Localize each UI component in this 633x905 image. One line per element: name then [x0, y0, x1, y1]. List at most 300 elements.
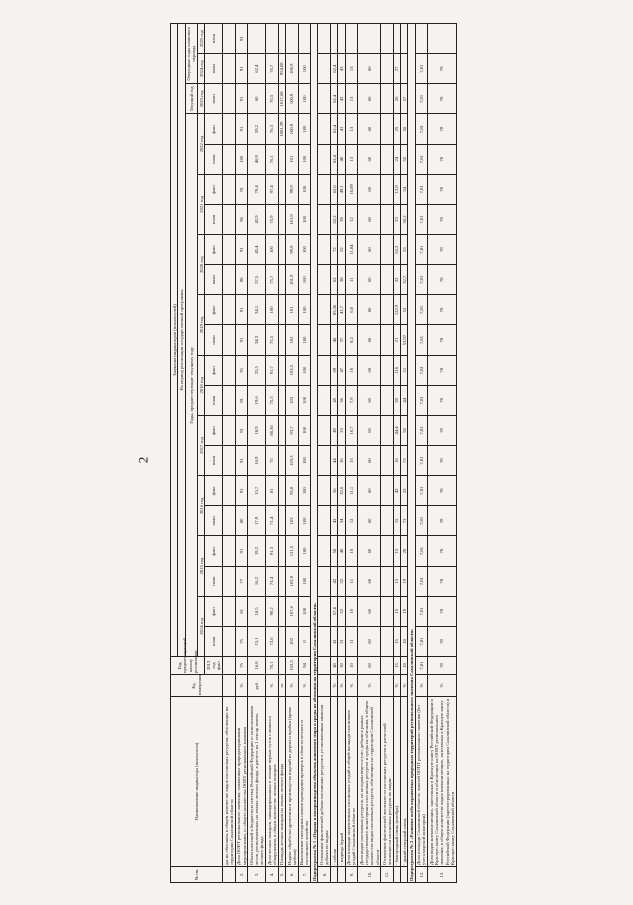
value-cell: 90,2 — [266, 596, 279, 626]
value-cell: 60 — [358, 596, 381, 626]
table-row — [318, 24, 331, 883]
value-cell: 62,4 — [331, 84, 338, 114]
table-row — [401, 24, 408, 883]
value-cell: 72 — [331, 235, 338, 265]
value-cell — [278, 295, 285, 325]
value-cell: 78 — [428, 446, 456, 476]
value-cell — [345, 24, 358, 54]
indicator-name: - медведь бурый — [338, 697, 345, 867]
indicator-name: Доля видов млекопитающих, занесенных в Красную книгу Российской Федерации и Красную книгу Сахалинской области и обитающих на ООПТ регионального значения, в общем количестве видов млекопитающих, занесенных в Красную книгу Российской Федерации (зарегистрированных на территории Сахалинской области) и Красную книгу Сахалинской области — [428, 697, 456, 867]
value-cell: 96 — [235, 204, 248, 234]
value-cell — [381, 24, 394, 54]
value-cell — [318, 536, 331, 566]
value-cell: 57,5 — [248, 265, 266, 295]
value-cell: 44 — [331, 446, 338, 476]
value-cell: 76,1 — [266, 144, 279, 174]
value-cell — [223, 566, 236, 596]
value-cell: 11 — [345, 265, 358, 295]
row-number: 5. — [278, 867, 285, 883]
value-cell: 100 — [298, 114, 311, 144]
value-cell: 7,81 — [415, 114, 428, 144]
value-cell: 91 — [235, 325, 248, 355]
page-number: 2 — [135, 456, 151, 464]
header-num: № пп. — [171, 867, 223, 883]
value-cell: 10 — [345, 657, 358, 675]
header-name: Наименование индикатора (показателя) — [171, 697, 223, 867]
value-cell: 103,5 — [286, 355, 299, 385]
value-cell: 10,89 — [345, 174, 358, 204]
value-cell: 12 — [345, 506, 358, 536]
value-cell: 1081,29 — [278, 114, 285, 144]
value-cell: 11,84 — [345, 235, 358, 265]
unit-cell: % — [266, 675, 279, 697]
value-cell — [223, 174, 236, 204]
value-cell: 70,4 — [248, 174, 266, 204]
value-cell: 60 — [358, 84, 381, 114]
value-cell: 44 — [401, 385, 408, 415]
value-cell — [318, 84, 331, 114]
value-cell: 39 — [338, 204, 345, 234]
value-cell: 56 — [331, 476, 338, 506]
value-cell: 78 — [428, 144, 456, 174]
value-cell: 57 — [401, 84, 408, 114]
value-cell: 80 — [235, 506, 248, 536]
header-unit: Ед. измерения — [171, 675, 223, 697]
value-cell — [318, 415, 331, 445]
value-cell — [318, 325, 331, 355]
value-cell: 15 — [393, 566, 400, 596]
value-cell: 19 — [401, 596, 408, 626]
value-cell — [381, 415, 394, 445]
value-cell: 8,2 — [345, 325, 358, 355]
table-row — [393, 24, 400, 883]
value-cell — [338, 24, 345, 54]
value-cell — [223, 536, 236, 566]
value-cell: 100 — [298, 536, 311, 566]
indicator-name: - благородный олень (изюбрь) — [393, 697, 400, 867]
value-cell: 7,81 — [415, 235, 428, 265]
value-cell: 31 — [338, 626, 345, 656]
unit-cell — [318, 675, 331, 697]
value-cell: 47 — [338, 355, 345, 385]
header-fact: факт — [205, 174, 223, 204]
value-cell — [223, 355, 236, 385]
table-row — [286, 24, 299, 883]
value-cell: 60 — [358, 657, 381, 675]
value-cell — [401, 24, 408, 54]
header-planning: Очередные годы планового периода — [185, 24, 198, 84]
value-cell — [278, 506, 285, 536]
value-cell — [381, 144, 394, 174]
value-cell: 116 — [393, 355, 400, 385]
indicator-name: Отношение фактической численности охотничьих ресурсов к расчетной численности охотничьих ресурсов по видам: — [381, 697, 394, 867]
unit-cell: % — [345, 675, 358, 697]
value-cell: 60 — [358, 54, 381, 84]
value-cell: 34,3 — [248, 325, 266, 355]
value-cell: 17,9 — [248, 506, 266, 536]
value-cell: 42,9 — [248, 204, 266, 234]
value-cell — [318, 204, 331, 234]
row-number: 6. — [286, 867, 299, 883]
value-cell: 42 — [338, 84, 345, 114]
value-cell: 10,7 — [345, 415, 358, 445]
value-cell — [278, 415, 285, 445]
value-cell — [393, 24, 400, 54]
value-cell — [278, 536, 285, 566]
table-row — [235, 24, 248, 883]
value-cell: 91,7 — [266, 355, 279, 385]
value-cell: 60 — [358, 566, 381, 596]
value-cell: 107,6 — [286, 596, 299, 626]
value-cell: 11,1 — [345, 476, 358, 506]
value-cell: 100 — [298, 355, 311, 385]
value-cell: 100 — [266, 235, 279, 265]
value-cell — [223, 626, 236, 656]
value-cell: 11 — [345, 626, 358, 656]
value-cell: 50 — [401, 415, 408, 445]
table-row — [428, 24, 456, 883]
header-plan: план — [205, 626, 223, 656]
header-plan: план — [205, 144, 223, 174]
value-cell: 103,3 — [286, 657, 299, 675]
value-cell: 71,4 — [266, 506, 279, 536]
value-cell: 7,81 — [415, 54, 428, 84]
value-cell — [381, 506, 394, 536]
value-cell — [223, 265, 236, 295]
value-cell: 19 — [401, 566, 408, 596]
header-plan: план — [205, 446, 223, 476]
value-cell: 121,5 — [286, 536, 299, 566]
value-cell — [318, 446, 331, 476]
value-cell: 97,4 — [266, 174, 279, 204]
header-year: 2021 год — [198, 174, 205, 234]
table-row — [381, 24, 394, 883]
value-cell: 62,4 — [331, 54, 338, 84]
header-year-current: 2023 год — [198, 84, 205, 114]
value-cell: 101,9 — [286, 265, 299, 295]
value-cell: 100 — [298, 476, 311, 506]
header-base-fact: 2013 год факт — [205, 657, 223, 675]
value-cell — [223, 325, 236, 355]
row-number: 7. — [298, 867, 311, 883]
value-cell: 54 — [401, 174, 408, 204]
header-plan: план — [205, 204, 223, 234]
header-year-future: 2024 год — [198, 54, 205, 84]
value-cell: 26 — [393, 84, 400, 114]
value-cell — [381, 657, 394, 675]
value-cell — [278, 596, 285, 626]
value-cell: 42 — [331, 566, 338, 596]
value-cell: 40 — [338, 536, 345, 566]
value-cell: 7,81 — [415, 174, 428, 204]
value-cell: 78 — [428, 295, 456, 325]
value-cell: 7,81 — [415, 446, 428, 476]
indicator-name: Доля площади закрепленных охотничьих угодий в общей площади охотничьих угодий Сахалинской области — [345, 697, 358, 867]
value-cell: 49 — [331, 415, 338, 445]
value-cell — [223, 506, 236, 536]
header-prev-years: Годы, предшествующие текущему году — [185, 114, 198, 657]
value-cell — [381, 355, 394, 385]
value-cell: 91 — [235, 24, 248, 54]
value-cell: 75 — [235, 626, 248, 656]
value-cell: 75,3 — [266, 385, 279, 415]
value-cell: 76,7 — [266, 54, 279, 84]
value-cell: 51 — [401, 355, 408, 385]
table-row — [338, 24, 345, 883]
value-cell — [381, 84, 394, 114]
value-cell — [381, 204, 394, 234]
value-cell: 46 — [331, 325, 338, 355]
value-cell: 100 — [298, 566, 311, 596]
value-cell: 103 — [286, 385, 299, 415]
value-cell: 27 — [393, 54, 400, 84]
value-cell — [298, 24, 311, 54]
value-cell: 60 — [358, 174, 381, 204]
value-cell: 13 — [345, 446, 358, 476]
row-number — [223, 867, 236, 883]
value-cell: 60 — [358, 626, 381, 656]
value-cell: 75,9 — [266, 204, 279, 234]
header-year: 2018 год — [198, 355, 205, 415]
value-cell — [331, 24, 338, 54]
value-cell: 91 — [235, 385, 248, 415]
value-cell: 76,5 — [266, 84, 279, 114]
value-cell: 91 — [235, 235, 248, 265]
value-cell — [415, 24, 428, 54]
value-cell: 60 — [358, 415, 381, 445]
value-cell — [223, 385, 236, 415]
value-cell: 100 — [298, 144, 311, 174]
value-cell: 15,1 — [248, 626, 266, 656]
value-cell: 91 — [235, 84, 248, 114]
value-cell: 16,2 — [248, 566, 266, 596]
indicator-name: Индекс обработки древесины и производства изделий из дерева и пробки (кроме мебели) — [286, 697, 299, 867]
value-cell: 18 — [401, 657, 408, 675]
value-cell: 62,4 — [331, 144, 338, 174]
header-fact: факт — [205, 596, 223, 626]
value-cell: 99,9 — [286, 235, 299, 265]
value-cell: 62,4 — [248, 54, 266, 84]
indicator-name: Доля площади Сахалинской области, занятой ООПТ регионального значения (без учета морской акватории) — [415, 697, 428, 867]
value-cell: 60 — [358, 235, 381, 265]
unit-cell: % — [235, 675, 248, 697]
value-cell — [428, 24, 456, 54]
value-cell: 62,4 — [331, 114, 338, 144]
header-year: 2020 год — [198, 235, 205, 295]
indicator-name: Площадь лесных пожаров на землях лесного фонда — [278, 697, 285, 867]
unit-cell: га — [278, 675, 285, 697]
value-cell: 52 — [401, 295, 408, 325]
value-cell: 100,9 — [286, 114, 299, 144]
row-number — [393, 867, 400, 883]
value-cell — [318, 355, 331, 385]
header-plan: план — [205, 506, 223, 536]
unit-cell: % — [358, 675, 381, 697]
value-cell: 62,2 — [393, 235, 400, 265]
indicator-name: Доля видов охотничьих ресурсов, по которым ведется учет добычи в рамках государственного мониторинга охотничьих ресурсов и среды их обитания, в общем количестве видов охотничьих ресурсов, обитающих на территории Сахалинской области — [358, 697, 381, 867]
value-cell: 78 — [428, 84, 456, 114]
value-cell: 10 — [345, 596, 358, 626]
value-cell: 7,81 — [415, 325, 428, 355]
row-number: 2. — [235, 867, 248, 883]
value-cell — [381, 626, 394, 656]
value-cell: 58 — [331, 536, 338, 566]
value-cell: 7,81 — [415, 204, 428, 234]
value-cell — [381, 114, 394, 144]
value-cell: 93,7 — [286, 415, 299, 445]
value-cell: 53,97 — [401, 325, 408, 355]
value-cell: 76,3 — [266, 114, 279, 144]
value-cell — [278, 174, 285, 204]
value-cell: 60 — [358, 325, 381, 355]
value-cell: 32 — [338, 596, 345, 626]
value-cell — [318, 385, 331, 415]
value-cell: 86,36 — [266, 415, 279, 445]
value-cell: 60 — [248, 84, 266, 114]
indicator-name: - соболь — [331, 697, 338, 867]
value-cell — [223, 446, 236, 476]
value-cell: 91 — [235, 114, 248, 144]
value-cell: 60 — [358, 506, 381, 536]
value-cell: 85,36 — [331, 295, 338, 325]
row-number: 9. — [345, 867, 358, 883]
value-cell — [381, 265, 394, 295]
value-cell: 13 — [345, 144, 358, 174]
indicator-name: Доля ООПТ регионального значения, охваченных природоохранными мероприятиями, от общего количества ООПТ регионального значения — [235, 697, 248, 867]
value-cell: 60 — [358, 265, 381, 295]
unit-cell: % — [415, 675, 428, 697]
unit-cell: % — [331, 675, 338, 697]
table-row — [358, 24, 381, 883]
value-cell — [318, 235, 331, 265]
value-cell: 7,81 — [415, 506, 428, 536]
value-cell: 91 — [235, 174, 248, 204]
value-cell — [278, 144, 285, 174]
value-cell — [223, 84, 236, 114]
value-cell: 78 — [428, 566, 456, 596]
value-cell: 100 — [298, 204, 311, 234]
value-cell: 7,81 — [415, 295, 428, 325]
value-cell: 91 — [235, 295, 248, 325]
value-cell: 7,81 — [415, 476, 428, 506]
value-cell — [318, 54, 331, 84]
value-cell: 33 — [338, 415, 345, 445]
value-cell: 78 — [428, 506, 456, 536]
value-cell: 91 — [235, 415, 248, 445]
value-cell: 100 — [298, 54, 311, 84]
value-cell: 18 — [401, 626, 408, 656]
value-cell — [223, 114, 236, 144]
value-cell: 11 — [345, 566, 358, 596]
value-cell — [381, 54, 394, 84]
value-cell: 78 — [428, 596, 456, 626]
value-cell: 57,4 — [331, 596, 338, 626]
unit-cell — [381, 675, 394, 697]
header-fact: факт — [205, 476, 223, 506]
value-cell: 60 — [358, 204, 381, 234]
value-cell: 38 — [338, 265, 345, 295]
value-cell: 100 — [235, 144, 248, 174]
unit-cell: % — [338, 675, 345, 697]
value-cell: 45,4 — [248, 235, 266, 265]
value-cell: 78 — [428, 174, 456, 204]
section-title: Подпрограмма № 1 «Охрана и воспроизводство объектов животного мира и среды их обитания на территории Сахалинской области» — [311, 24, 318, 883]
value-cell: 36 — [338, 446, 345, 476]
value-cell: 73,4 — [266, 566, 279, 596]
value-cell: 94 — [298, 657, 311, 675]
value-cell: 75,5 — [266, 325, 279, 355]
value-cell: 78 — [428, 355, 456, 385]
value-cell: 22 — [393, 265, 400, 295]
value-cell: 34 — [338, 506, 345, 536]
value-cell — [381, 174, 394, 204]
value-cell: 10 — [345, 536, 358, 566]
value-cell: 53 — [401, 235, 408, 265]
value-cell: 78 — [428, 325, 456, 355]
value-cell: 10 — [345, 355, 358, 385]
value-cell — [278, 355, 285, 385]
value-cell: 15,7 — [248, 476, 266, 506]
header-year: 2017 год — [198, 415, 205, 475]
value-cell: 20 — [401, 536, 408, 566]
value-cell: 100 — [298, 385, 311, 415]
header-fact: факт — [205, 536, 223, 566]
value-cell — [381, 566, 394, 596]
value-cell — [318, 174, 331, 204]
unit-cell: руб. — [248, 675, 266, 697]
indicator-name: Доля лесных пожаров, ликвидированных в течение первых суток с момента обнаружения, в общем количестве лесных пожаров — [266, 697, 279, 867]
value-cell: 78 — [428, 385, 456, 415]
value-cell: 25,5 — [248, 355, 266, 385]
row-number: 12. — [415, 867, 428, 883]
value-cell: 70,1 — [266, 657, 279, 675]
value-cell: 60 — [358, 536, 381, 566]
table-row — [278, 24, 285, 883]
value-cell: 78 — [428, 415, 456, 445]
value-cell — [223, 295, 236, 325]
value-cell: 60 — [358, 385, 381, 415]
value-cell: 78 — [428, 54, 456, 84]
value-cell: 91 — [235, 446, 248, 476]
value-cell: 44,4 — [393, 415, 400, 445]
value-cell — [278, 385, 285, 415]
value-cell: 100 — [298, 596, 311, 626]
value-cell: 100 — [266, 295, 279, 325]
value-cell: 91 — [235, 355, 248, 385]
value-cell: 78 — [428, 626, 456, 656]
header-plan: план — [205, 566, 223, 596]
value-cell — [381, 385, 394, 415]
value-cell: 0 — [298, 626, 311, 656]
table-row — [298, 24, 311, 883]
value-cell: 60 — [358, 476, 381, 506]
value-cell — [223, 657, 236, 675]
value-cell: 122,9 — [393, 295, 400, 325]
value-cell: 7,81 — [415, 84, 428, 114]
value-cell: 100 — [298, 174, 311, 204]
value-cell — [318, 657, 331, 675]
value-cell: 45 — [331, 385, 338, 415]
header-impl-group: На период реализации государственной программы — [178, 24, 185, 657]
value-cell: 100 — [298, 325, 311, 355]
header-fact: факт — [205, 415, 223, 445]
value-cell: 91 — [235, 536, 248, 566]
value-cell: 100 — [298, 265, 311, 295]
value-cell: 62,2 — [331, 204, 338, 234]
value-cell: 7,81 — [415, 385, 428, 415]
row-number: 10. — [358, 867, 381, 883]
value-cell: 7,9 — [345, 385, 358, 415]
